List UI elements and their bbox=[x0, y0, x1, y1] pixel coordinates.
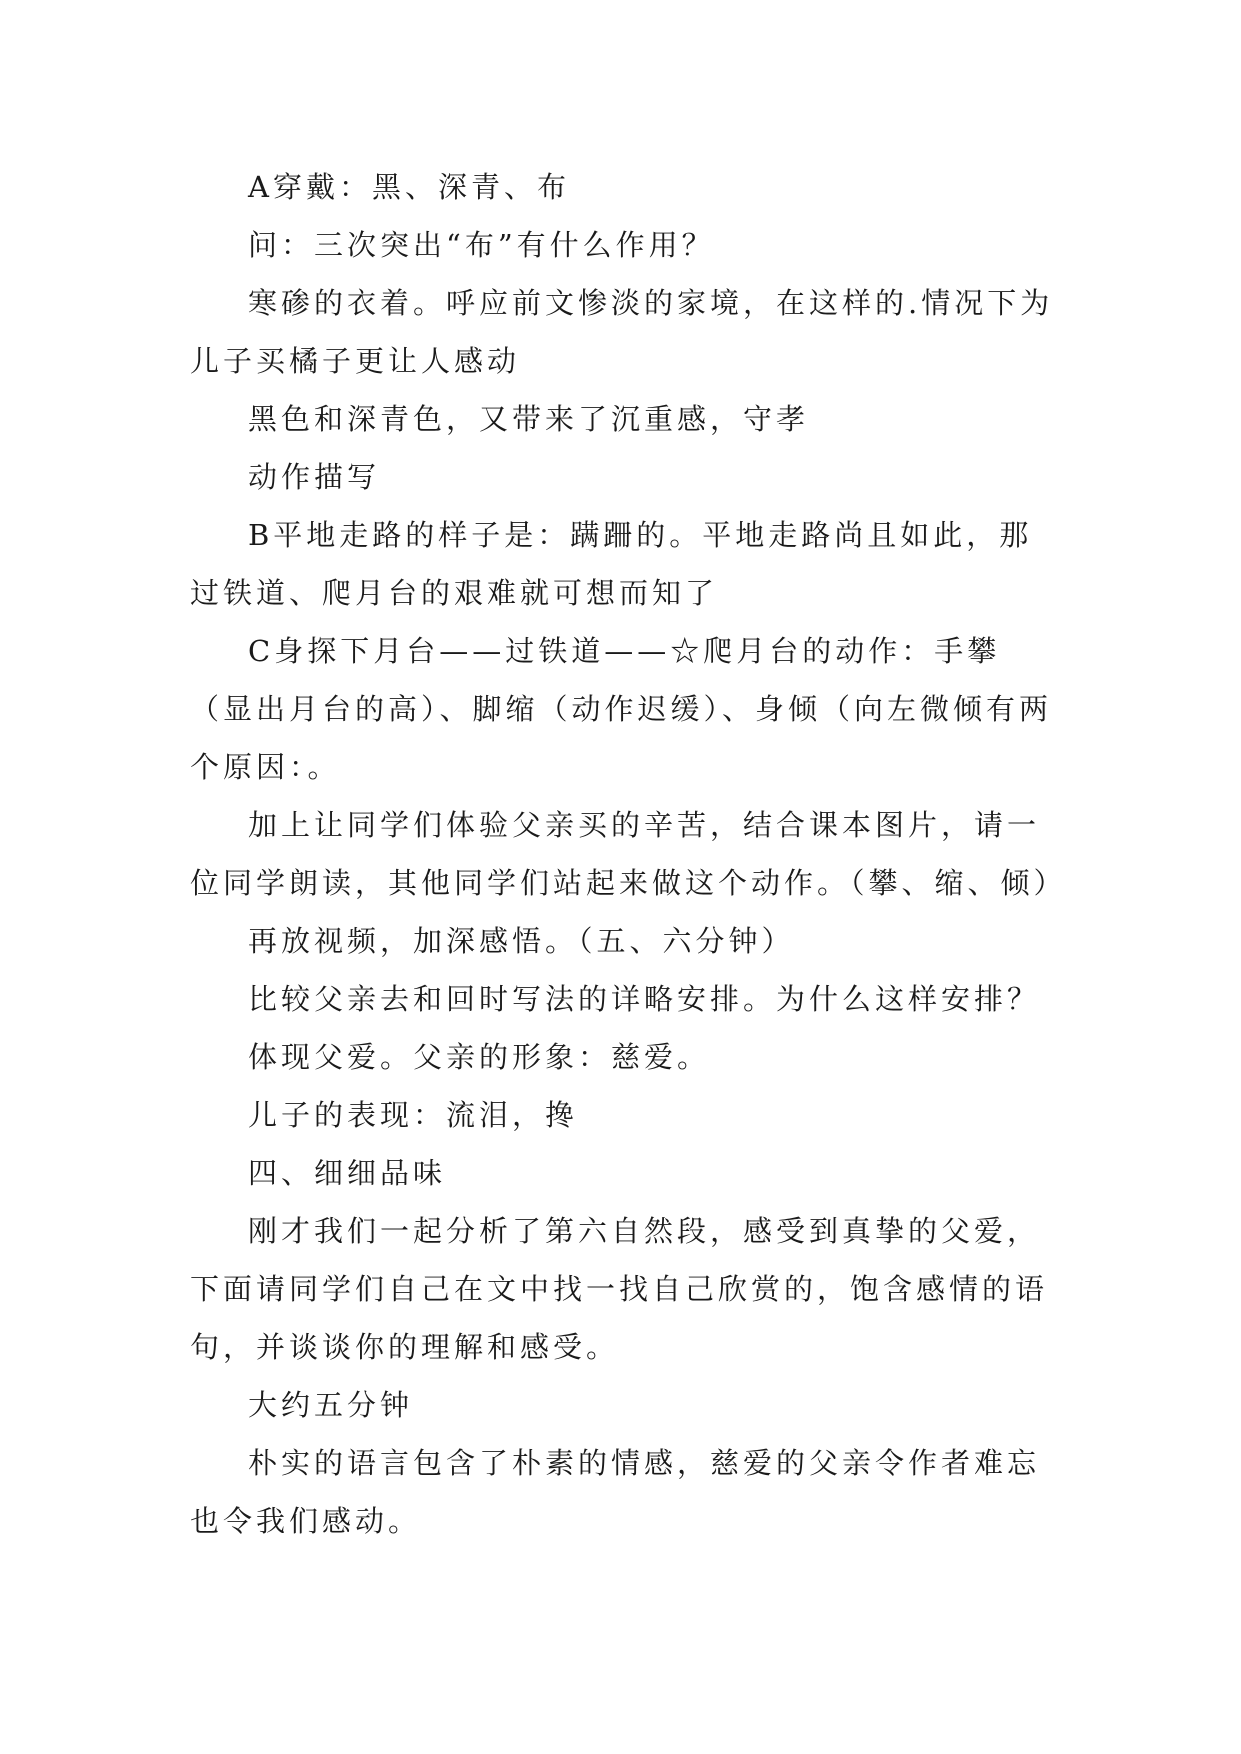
paragraph-action-description: 动作描写 bbox=[248, 460, 381, 494]
paragraph-father-love: 体现父爱。父亲的形象：慈爱。 bbox=[248, 1040, 711, 1074]
paragraph-son-reaction: 儿子的表现：流泪，搀 bbox=[248, 1098, 579, 1132]
paragraph-walking: B平地走路的样子是：蹒跚的。平地走路尚且如此，那过铁道、爬月台的艰难就可想而知了 bbox=[190, 518, 1033, 610]
document-body bbox=[190, 158, 1067, 1550]
paragraph-student-activity: 加上让同学们体验父亲买的辛苦，结合课本图片，请一位同学朗读，其他同学们站起来做这个动作。（攀、缩、倾） bbox=[190, 808, 1067, 900]
paragraph-climbing: C身探下月台——过铁道——☆爬月台的动作：手攀（显出月台的高）、脚缩（动作迟缓）、身倾（向左微倾有两个原因：。 bbox=[190, 634, 1053, 784]
paragraph-analysis: 刚才我们一起分析了第六自然段，感受到真挚的父爱，下面请同学们自己在文中找一找自己欣赏的，饱含感情的语句，并谈谈你的理解和感受。 bbox=[190, 1214, 1049, 1364]
paragraph-video: 再放视频，加深感悟。（五、六分钟） bbox=[248, 924, 795, 958]
paragraph-conclusion: 朴实的语言包含了朴素的情感，慈爱的父亲令作者难忘也令我们感动。 bbox=[190, 1446, 1041, 1538]
paragraph-dark-colors: 黑色和深青色，又带来了沉重感，守孝 bbox=[248, 402, 810, 436]
paragraph-five-minutes: 大约五分钟 bbox=[248, 1388, 414, 1422]
paragraph-compare: 比较父亲去和回时写法的详略安排。为什么这样安排？ bbox=[248, 982, 1041, 1016]
paragraph-question-cloth: 问：三次突出“布”有什么作用？ bbox=[248, 228, 715, 262]
section-heading-savor: 四、细细品味 bbox=[248, 1156, 447, 1190]
paragraph-clothing: A穿戴：黑、深青、布 bbox=[248, 170, 570, 204]
paragraph-humble-attire: 寒碜的衣着。呼应前文惨淡的家境，在这样的.情况下为儿子买橘子更让人感动 bbox=[190, 286, 1054, 378]
